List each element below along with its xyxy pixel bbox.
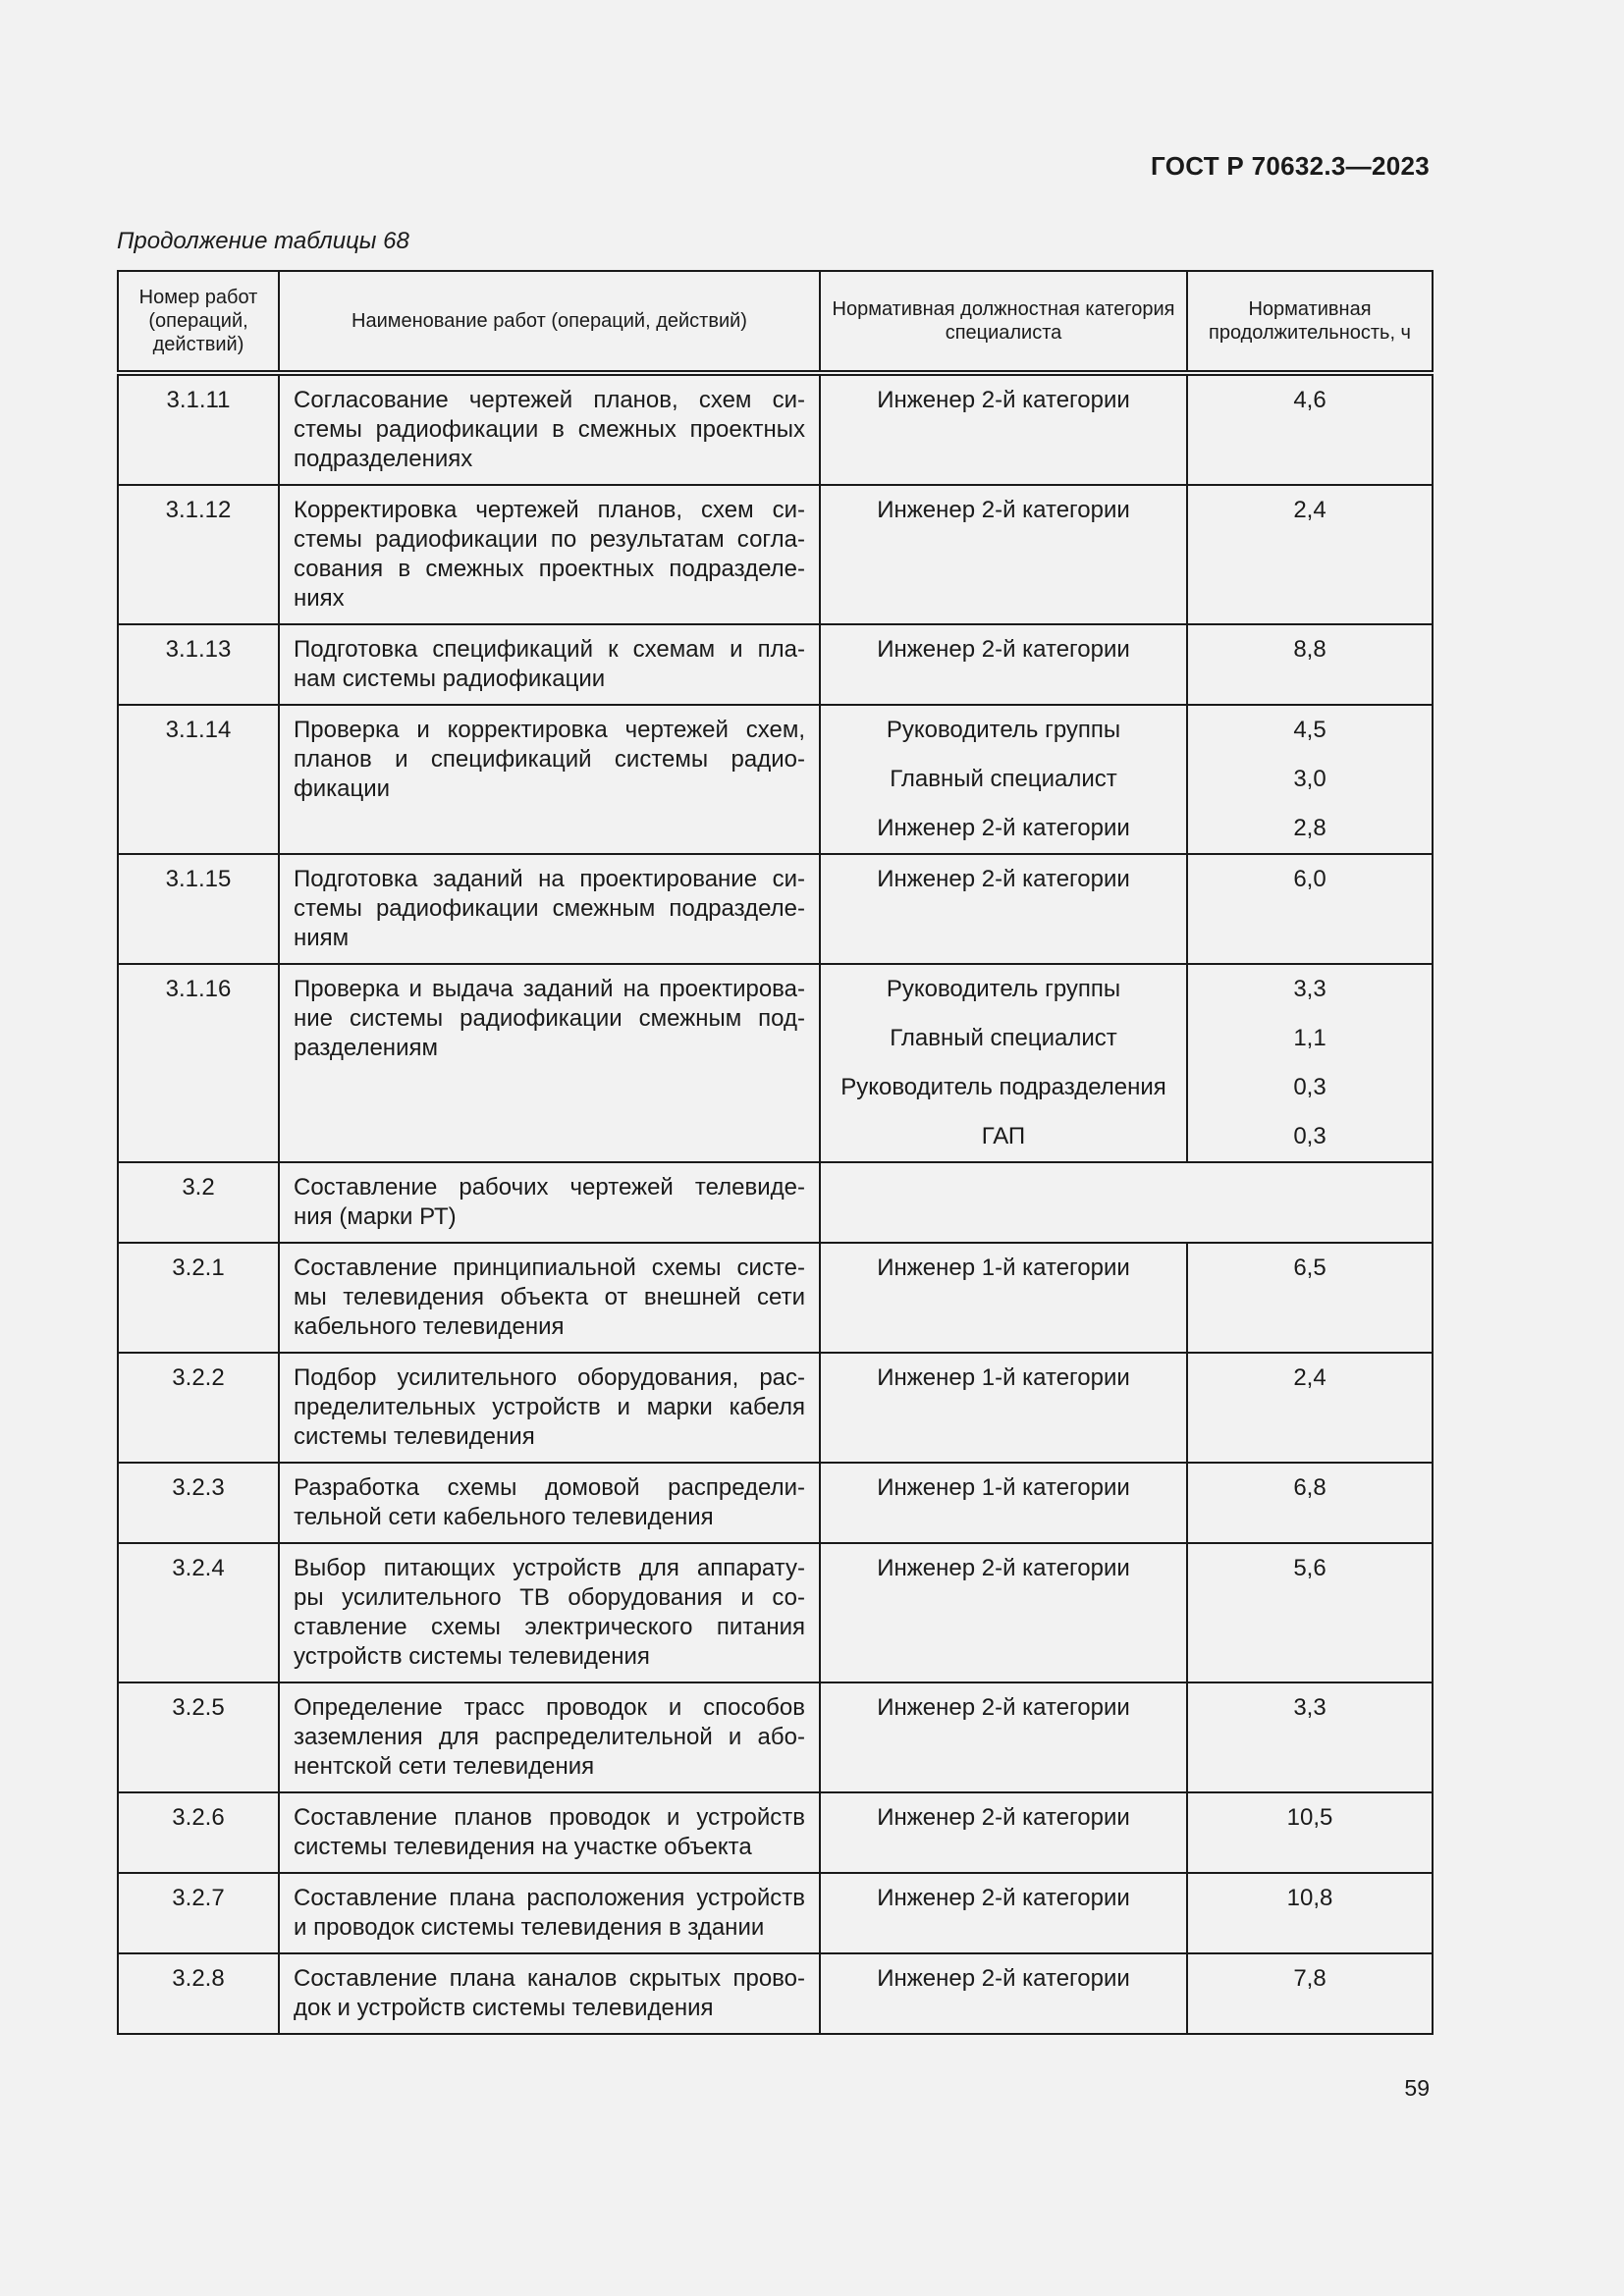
work-name-line: Корректировка чертежей планов, схем си- bbox=[294, 497, 805, 523]
duration-cell bbox=[1187, 624, 1433, 705]
work-name-line: кабельного телевидения bbox=[294, 1313, 565, 1340]
work-name-line: Подготовка заданий на проектирование си- bbox=[294, 866, 805, 892]
work-name-line: устройств системы телевидения bbox=[294, 1643, 650, 1670]
duration-cell bbox=[1187, 1353, 1433, 1463]
work-name-line: Определение трасс проводок и способов bbox=[294, 1694, 805, 1721]
work-name-line: ставление схемы электрического питания bbox=[294, 1614, 805, 1640]
work-name-line: подразделениях bbox=[294, 446, 473, 472]
work-number-cell: 3.1.13 bbox=[118, 624, 279, 705]
category-cell bbox=[820, 1543, 1187, 1682]
work-name-line: тельной сети кабельного телевидения bbox=[294, 1504, 714, 1530]
work-name-line: стемы радиофикации по результатам согла- bbox=[294, 526, 805, 553]
work-name-line: Составление планов проводок и устройств bbox=[294, 1804, 805, 1831]
table-row bbox=[118, 1953, 1433, 2034]
duration-value: 2,8 bbox=[1293, 815, 1326, 841]
work-name-cell bbox=[279, 1353, 820, 1463]
work-name-line: стемы радиофикации в смежных проектных bbox=[294, 416, 805, 443]
duration-cell bbox=[1187, 705, 1433, 854]
work-name-line: Составление рабочих чертежей телевиде- bbox=[294, 1174, 805, 1201]
work-name-line: ниям bbox=[294, 925, 350, 951]
category-cell bbox=[820, 854, 1187, 964]
specialist-category: Инженер 2-й категории bbox=[877, 636, 1130, 663]
specialist-category: Инженер 2-й категории bbox=[877, 1555, 1130, 1581]
column-header-number: Номер работ (операций, действий) bbox=[118, 271, 279, 373]
work-number-cell: 3.2.2 bbox=[118, 1353, 279, 1463]
work-name-line: системы телевидения на участке объекта bbox=[294, 1834, 752, 1860]
work-name-line: планов и спецификаций системы радио- bbox=[294, 746, 805, 773]
column-header-name: Наименование работ (операций, действий) bbox=[279, 271, 820, 373]
duration-value: 6,5 bbox=[1293, 1255, 1326, 1281]
specialist-category: Руководитель группы bbox=[886, 976, 1121, 1002]
work-name-line: Выбор питающих устройств для аппарату- bbox=[294, 1555, 805, 1581]
duration-value: 1,1 bbox=[1293, 1025, 1326, 1051]
work-name-cell bbox=[279, 1543, 820, 1682]
category-cell bbox=[820, 1463, 1187, 1543]
duration-cell bbox=[1187, 1682, 1433, 1792]
work-name-line: Подбор усилительного оборудования, рас- bbox=[294, 1364, 805, 1391]
duration-cell bbox=[1187, 964, 1433, 1162]
category-cell bbox=[820, 485, 1187, 624]
work-name-cell bbox=[279, 705, 820, 854]
work-number-cell: 3.2.1 bbox=[118, 1243, 279, 1353]
table-row bbox=[118, 1243, 1433, 1353]
specialist-category: Инженер 1-й категории bbox=[877, 1364, 1130, 1391]
work-name-cell bbox=[279, 1243, 820, 1353]
specialist-category: Руководитель группы bbox=[886, 717, 1121, 743]
work-number-cell: 3.2.6 bbox=[118, 1792, 279, 1873]
table-row bbox=[118, 1792, 1433, 1873]
specialist-category: Инженер 1-й категории bbox=[877, 1255, 1130, 1281]
duration-value: 0,3 bbox=[1293, 1123, 1326, 1149]
specialist-category: Инженер 2-й категории bbox=[877, 1694, 1130, 1721]
specialist-category: Руководитель подразделения bbox=[840, 1074, 1166, 1100]
duration-value: 3,0 bbox=[1293, 766, 1326, 792]
specialist-category: Инженер 1-й категории bbox=[877, 1474, 1130, 1501]
duration-value: 10,5 bbox=[1286, 1804, 1333, 1831]
work-name-line: нентской сети телевидения bbox=[294, 1753, 595, 1780]
column-header-duration: Нормативная продолжительность, ч bbox=[1187, 271, 1433, 373]
specialist-category: Инженер 2-й категории bbox=[877, 387, 1130, 413]
table-row bbox=[118, 705, 1433, 854]
duration-value: 2,4 bbox=[1293, 1364, 1326, 1391]
specialist-category: Инженер 2-й категории bbox=[877, 1965, 1130, 1992]
table-row bbox=[118, 1543, 1433, 1682]
empty-span-cell bbox=[820, 1162, 1433, 1243]
table-row bbox=[118, 485, 1433, 624]
work-name-cell bbox=[279, 854, 820, 964]
work-name-cell bbox=[279, 1463, 820, 1543]
duration-value: 6,8 bbox=[1293, 1474, 1326, 1501]
category-cell bbox=[820, 964, 1187, 1162]
work-name-line: сования в смежных проектных подразделе- bbox=[294, 556, 805, 582]
table-row bbox=[118, 964, 1433, 1162]
work-name-line: пределительных устройств и марки кабеля bbox=[294, 1394, 805, 1420]
table-row bbox=[118, 1353, 1433, 1463]
duration-cell bbox=[1187, 485, 1433, 624]
work-number-cell: 3.2.5 bbox=[118, 1682, 279, 1792]
work-name-line: Разработка схемы домовой распредели- bbox=[294, 1474, 805, 1501]
duration-cell bbox=[1187, 1463, 1433, 1543]
category-cell bbox=[820, 1243, 1187, 1353]
work-number-cell: 3.1.12 bbox=[118, 485, 279, 624]
work-name-line: Составление принципиальной схемы систе- bbox=[294, 1255, 805, 1281]
table-body bbox=[118, 373, 1433, 2034]
work-name-line: Проверка и выдача заданий на проектирова- bbox=[294, 976, 805, 1002]
work-name-cell bbox=[279, 1682, 820, 1792]
category-cell bbox=[820, 1953, 1187, 2034]
work-name-line: Составление плана расположения устройств bbox=[294, 1885, 805, 1911]
category-cell bbox=[820, 624, 1187, 705]
duration-value: 6,0 bbox=[1293, 866, 1326, 892]
work-number-cell: 3.2.7 bbox=[118, 1873, 279, 1953]
work-name-line: стемы радиофикации смежным подразделе- bbox=[294, 895, 805, 922]
specialist-category: Инженер 2-й категории bbox=[877, 497, 1130, 523]
work-name-line: Подготовка спецификаций к схемам и пла- bbox=[294, 636, 805, 663]
work-name-cell bbox=[279, 1953, 820, 2034]
table-row bbox=[118, 624, 1433, 705]
work-name-line: Согласование чертежей планов, схем си- bbox=[294, 387, 805, 413]
work-number-cell: 3.1.14 bbox=[118, 705, 279, 854]
category-cell bbox=[820, 705, 1187, 854]
specialist-category: Главный специалист bbox=[890, 766, 1117, 792]
table-row bbox=[118, 373, 1433, 485]
duration-cell bbox=[1187, 1792, 1433, 1873]
work-number-cell: 3.1.15 bbox=[118, 854, 279, 964]
work-name-cell bbox=[279, 1792, 820, 1873]
duration-cell bbox=[1187, 1953, 1433, 2034]
table-row bbox=[118, 1873, 1433, 1953]
work-number-cell: 3.2.8 bbox=[118, 1953, 279, 2034]
specialist-category: Инженер 2-й категории bbox=[877, 1885, 1130, 1911]
specialist-category: Инженер 2-й категории bbox=[877, 866, 1130, 892]
specialist-category: ГАП bbox=[981, 1123, 1026, 1149]
work-name-line: Составление плана каналов скрытых прово- bbox=[294, 1965, 805, 1992]
table-row bbox=[118, 1463, 1433, 1543]
specialist-category: Инженер 2-й категории bbox=[877, 1804, 1130, 1831]
work-name-line: нам системы радиофикации bbox=[294, 666, 606, 692]
work-name-line: мы телевидения объекта от внешней сети bbox=[294, 1284, 805, 1310]
duration-value: 2,4 bbox=[1293, 497, 1326, 523]
specialist-category: Инженер 2-й категории bbox=[877, 815, 1130, 841]
duration-value: 5,6 bbox=[1293, 1555, 1326, 1581]
duration-value: 4,6 bbox=[1293, 387, 1326, 413]
duration-cell bbox=[1187, 1543, 1433, 1682]
work-number-cell: 3.1.16 bbox=[118, 964, 279, 1162]
duration-value: 4,5 bbox=[1293, 717, 1326, 743]
work-name-line: ниях bbox=[294, 585, 345, 612]
work-name-line: и проводок системы телевидения в здании bbox=[294, 1914, 765, 1941]
work-name-cell bbox=[279, 1873, 820, 1953]
column-header-category: Нормативная должностная категория специалиста bbox=[820, 271, 1187, 373]
work-name-cell bbox=[279, 624, 820, 705]
work-number-cell: 3.2 bbox=[118, 1162, 279, 1243]
work-name-line: Проверка и корректировка чертежей схем, bbox=[294, 717, 805, 743]
category-cell bbox=[820, 1353, 1187, 1463]
duration-cell bbox=[1187, 1243, 1433, 1353]
work-norms-table bbox=[117, 270, 1434, 2035]
duration-cell bbox=[1187, 373, 1433, 485]
work-name-line: ры усилительного ТВ оборудования и со- bbox=[294, 1584, 805, 1611]
table-row bbox=[118, 854, 1433, 964]
page-number: 59 bbox=[1404, 2075, 1430, 2101]
category-cell bbox=[820, 1682, 1187, 1792]
duration-value: 3,3 bbox=[1293, 1694, 1326, 1721]
work-number-cell: 3.1.11 bbox=[118, 373, 279, 485]
duration-cell bbox=[1187, 854, 1433, 964]
work-name-line: системы телевидения bbox=[294, 1423, 535, 1450]
work-name-cell bbox=[279, 964, 820, 1162]
work-number-cell: 3.2.3 bbox=[118, 1463, 279, 1543]
document-id: ГОСТ Р 70632.3—2023 bbox=[1151, 151, 1430, 181]
category-cell bbox=[820, 373, 1187, 485]
duration-value: 3,3 bbox=[1293, 976, 1326, 1002]
work-number-cell: 3.2.4 bbox=[118, 1543, 279, 1682]
work-name-line: фикации bbox=[294, 775, 391, 802]
work-name-line: заземления для распределительной и або- bbox=[294, 1724, 805, 1750]
category-cell bbox=[820, 1873, 1187, 1953]
table-row bbox=[118, 1682, 1433, 1792]
duration-value: 8,8 bbox=[1293, 636, 1326, 663]
work-name-line: ние системы радиофикации смежным под- bbox=[294, 1005, 805, 1032]
work-name-cell bbox=[279, 373, 820, 485]
work-name-line: разделениям bbox=[294, 1035, 438, 1061]
work-name-line: ния (марки РТ) bbox=[294, 1203, 457, 1230]
work-name-cell bbox=[279, 1162, 820, 1243]
work-name-line: док и устройств системы телевидения bbox=[294, 1995, 714, 2021]
duration-cell bbox=[1187, 1873, 1433, 1953]
specialist-category: Главный специалист bbox=[890, 1025, 1117, 1051]
table-caption: Продолжение таблицы 68 bbox=[117, 228, 409, 254]
duration-value: 7,8 bbox=[1293, 1965, 1326, 1992]
category-cell bbox=[820, 1792, 1187, 1873]
table-header-row bbox=[118, 271, 1433, 373]
duration-value: 0,3 bbox=[1293, 1074, 1326, 1100]
work-name-cell bbox=[279, 485, 820, 624]
duration-value: 10,8 bbox=[1286, 1885, 1333, 1911]
table-group-row bbox=[118, 1162, 1433, 1243]
